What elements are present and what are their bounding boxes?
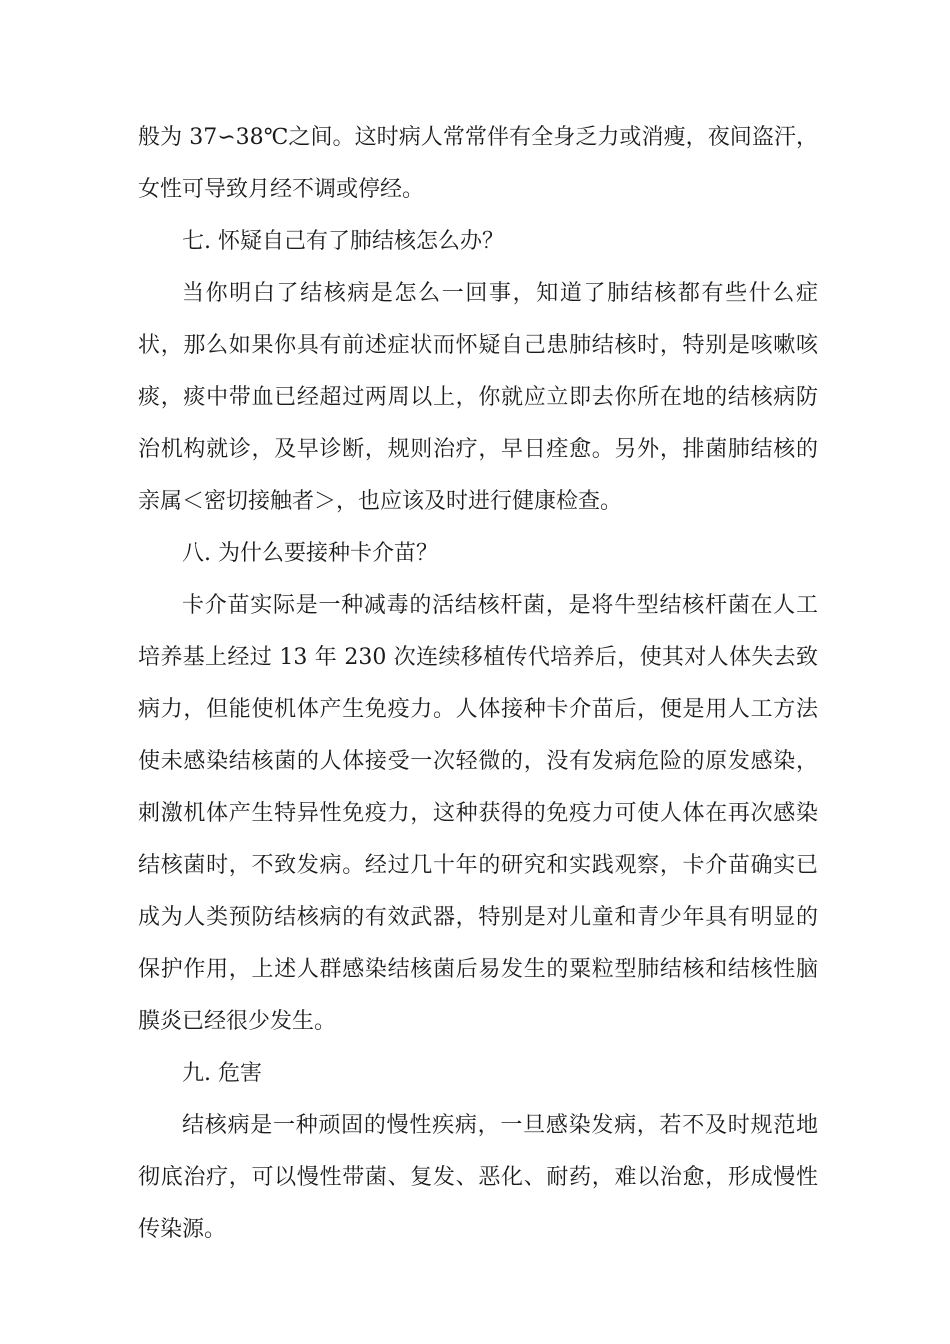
section-heading-7: 七. 怀疑自己有了肺结核怎么办？ xyxy=(182,229,504,254)
document-body xyxy=(138,112,818,1256)
section-heading-9: 九. 危害 xyxy=(182,1061,262,1086)
paragraph-bcg-vaccine: 卡介苗实际是一种减毒的活结核杆菌，是将牛型结核杆菌在人工培养基上经过 13 年 230 次连续移植传代培养后，使其对人体失去致病力，但能使机体产生免疫力。人体接种卡介苗后，便是用人工方法使未感染结核菌的人体接受一次轻微的，没有发病危险的原发感染，刺激机体产生特异性免疫力，这种获得的免疫力可使人体在再次感染结核菌时，不致发病。经过几十年的研究和实践观察，卡介苗确实已成为人类预防结核病的有效武器，特别是对儿童和青少年具有明显的保护作用，上述人群感染结核菌后易发生的粟粒型肺结核和结核性脑膜炎已经很少发生。 xyxy=(138,593,818,1034)
paragraph-continuation: 般为 37∽38℃之间。这时病人常常伴有全身乏力或消瘦，夜间盗汗，女性可导致月经不调或停经。 xyxy=(138,125,818,202)
paragraph-harm: 结核病是一种顽固的慢性疾病，一旦感染发病，若不及时规范地彻底治疗，可以慢性带菌、复发、恶化、耐药，难以治愈，形成慢性传染源。 xyxy=(138,1113,818,1242)
paragraph-suspect-tb: 当你明白了结核病是怎么一回事，知道了肺结核都有些什么症状，那么如果你具有前述症状而怀疑自己患肺结核时，特别是咳嗽咳痰，痰中带血已经超过两周以上，你就应立即去你所在地的结核病防治机构就诊，及早诊断，规则治疗，早日痊愈。另外，排菌肺结核的亲属＜密切接触者＞，也应该及时进行健康检查。 xyxy=(138,281,818,514)
section-heading-8: 八. 为什么要接种卡介苗？ xyxy=(182,541,438,566)
